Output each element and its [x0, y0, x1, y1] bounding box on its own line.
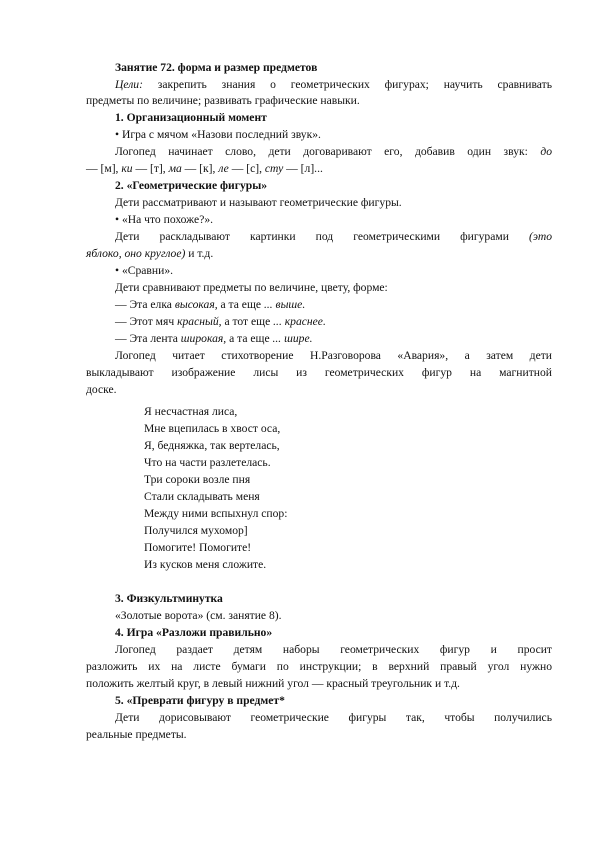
word-ending-part: — [к],: [181, 162, 219, 175]
compare-3-b: широкая,: [180, 332, 227, 345]
word-ending-part: — [л]...: [283, 162, 323, 175]
word-start-part: ма: [168, 162, 182, 175]
compare-3-a: — Эта лента: [115, 332, 181, 345]
compare-1-a: — Эта елка: [115, 298, 175, 311]
word-start-part: сту: [264, 162, 284, 175]
poem-line: Мне вцепилась в хвост оса,: [144, 422, 281, 435]
compare-2-c: а тот еще: [221, 315, 274, 328]
section-4-heading: 4. Игра «Разложи правильно»: [115, 626, 273, 639]
section-1-paragraph-line-1: [86, 144, 552, 159]
poem-line: Я несчастная лиса,: [144, 405, 238, 418]
word-start-part: ле: [218, 162, 229, 175]
word-ending-part: — [т],: [132, 162, 169, 175]
goals-text-1: закрепить знания о геометрических фигурах; научить сравнивать: [142, 78, 552, 91]
section-1-paragraph-text: Логопед начинает слово, дети договаривают его, добавив один звук:: [115, 145, 541, 158]
poem-line: Получился мухомор]: [144, 524, 248, 537]
section-4-line-2: разложить их на листе бумаги по инструкции; в верхний правый угол нужно: [86, 660, 552, 673]
what-does-it-look-like-item: • «На что похоже?».: [115, 213, 214, 226]
section-2-heading: 2. «Геометрические фигуры»: [115, 179, 268, 192]
poem-line: Помогите! Помогите!: [144, 541, 252, 554]
section-2-paragraph-2-text: Дети раскладывают картинки под геометрическими фигурами: [115, 230, 529, 243]
compare-2-b: красный,: [177, 315, 222, 328]
goals-line-1: [86, 77, 552, 92]
poem-line: Стали складывать меня: [144, 490, 260, 503]
section-3-paragraph: «Золотые ворота» (см. занятие 8).: [115, 609, 282, 622]
section-2-paragraph-1: Дети рассматривают и называют геометрические фигуры.: [115, 196, 402, 209]
word-ending-part: — [с],: [228, 162, 265, 175]
section-2-paragraph-2-line-2: [86, 246, 213, 261]
section-5-line-2: реальные предметы.: [86, 728, 187, 741]
compare-3-d: ... шире.: [272, 332, 313, 345]
section-5-heading: 5. «Преврати фигуру в предмет*: [115, 694, 285, 707]
compare-example-2: [115, 314, 326, 329]
goals-line-2: предметы по величине; развивать графические навыки.: [86, 94, 360, 107]
poem-line: Что на части разлетелась.: [144, 456, 271, 469]
poem-line: Из кусков меня сложите.: [144, 558, 267, 571]
section-2-paragraph-3: Дети сравнивают предметы по величине, цвету, форме:: [115, 281, 388, 294]
poem-line: Между ними вспыхнул спор:: [144, 507, 288, 520]
section-1-heading: 1. Организационный момент: [115, 111, 267, 124]
compare-3-c: а та еще: [226, 332, 273, 345]
compare-1-b: высокая,: [174, 298, 218, 311]
example-end: яблоко, оно круглое): [86, 247, 186, 260]
poem-line: Три сороки возле пня: [144, 473, 251, 486]
compare-1-c: а та еще: [217, 298, 264, 311]
poem-intro-line-1: Логопед читает стихотворение Н.Разговорова «Авария», а затем дети: [115, 349, 552, 362]
word-start-do: до: [540, 145, 552, 158]
section-2-paragraph-2-line-1: [86, 229, 552, 244]
section-4-line-3: положить желтый круг, в левый нижний угол — красный треугольник и т.д.: [86, 677, 460, 690]
example-etc: и т.д.: [185, 247, 214, 260]
word-ending-part: — [м],: [86, 162, 122, 175]
ball-game-item: • Игра с мячом «Назови последний звук».: [115, 128, 321, 141]
section-5-line-1: Дети дорисовывают геометрические фигуры так, чтобы получились: [115, 711, 552, 724]
example-start: (это: [529, 230, 552, 243]
poem-intro-line-3: доске.: [86, 383, 117, 396]
compare-2-a: — Этот мяч: [115, 315, 178, 328]
compare-1-d: ... выше.: [263, 298, 306, 311]
poem-intro-line-2: выкладывают изображение лисы из геометрических фигур на магнитной: [86, 366, 552, 379]
word-endings-line: [86, 161, 323, 176]
section-3-heading: 3. Физкультминутка: [115, 592, 223, 605]
lesson-title: Занятие 72. форма и размер предметов: [115, 61, 318, 74]
compare-example-3: [115, 331, 312, 346]
compare-2-d: ... краснее.: [273, 315, 326, 328]
poem-line: Я, бедняжка, так вертелась,: [144, 439, 280, 452]
section-4-line-1: Логопед раздает детям наборы геометрических фигур и просит: [115, 643, 552, 656]
compare-item: • «Сравни».: [115, 264, 174, 277]
goals-label: Цели:: [115, 78, 143, 91]
word-start-part: ки: [121, 162, 133, 175]
compare-example-1: [115, 297, 305, 312]
